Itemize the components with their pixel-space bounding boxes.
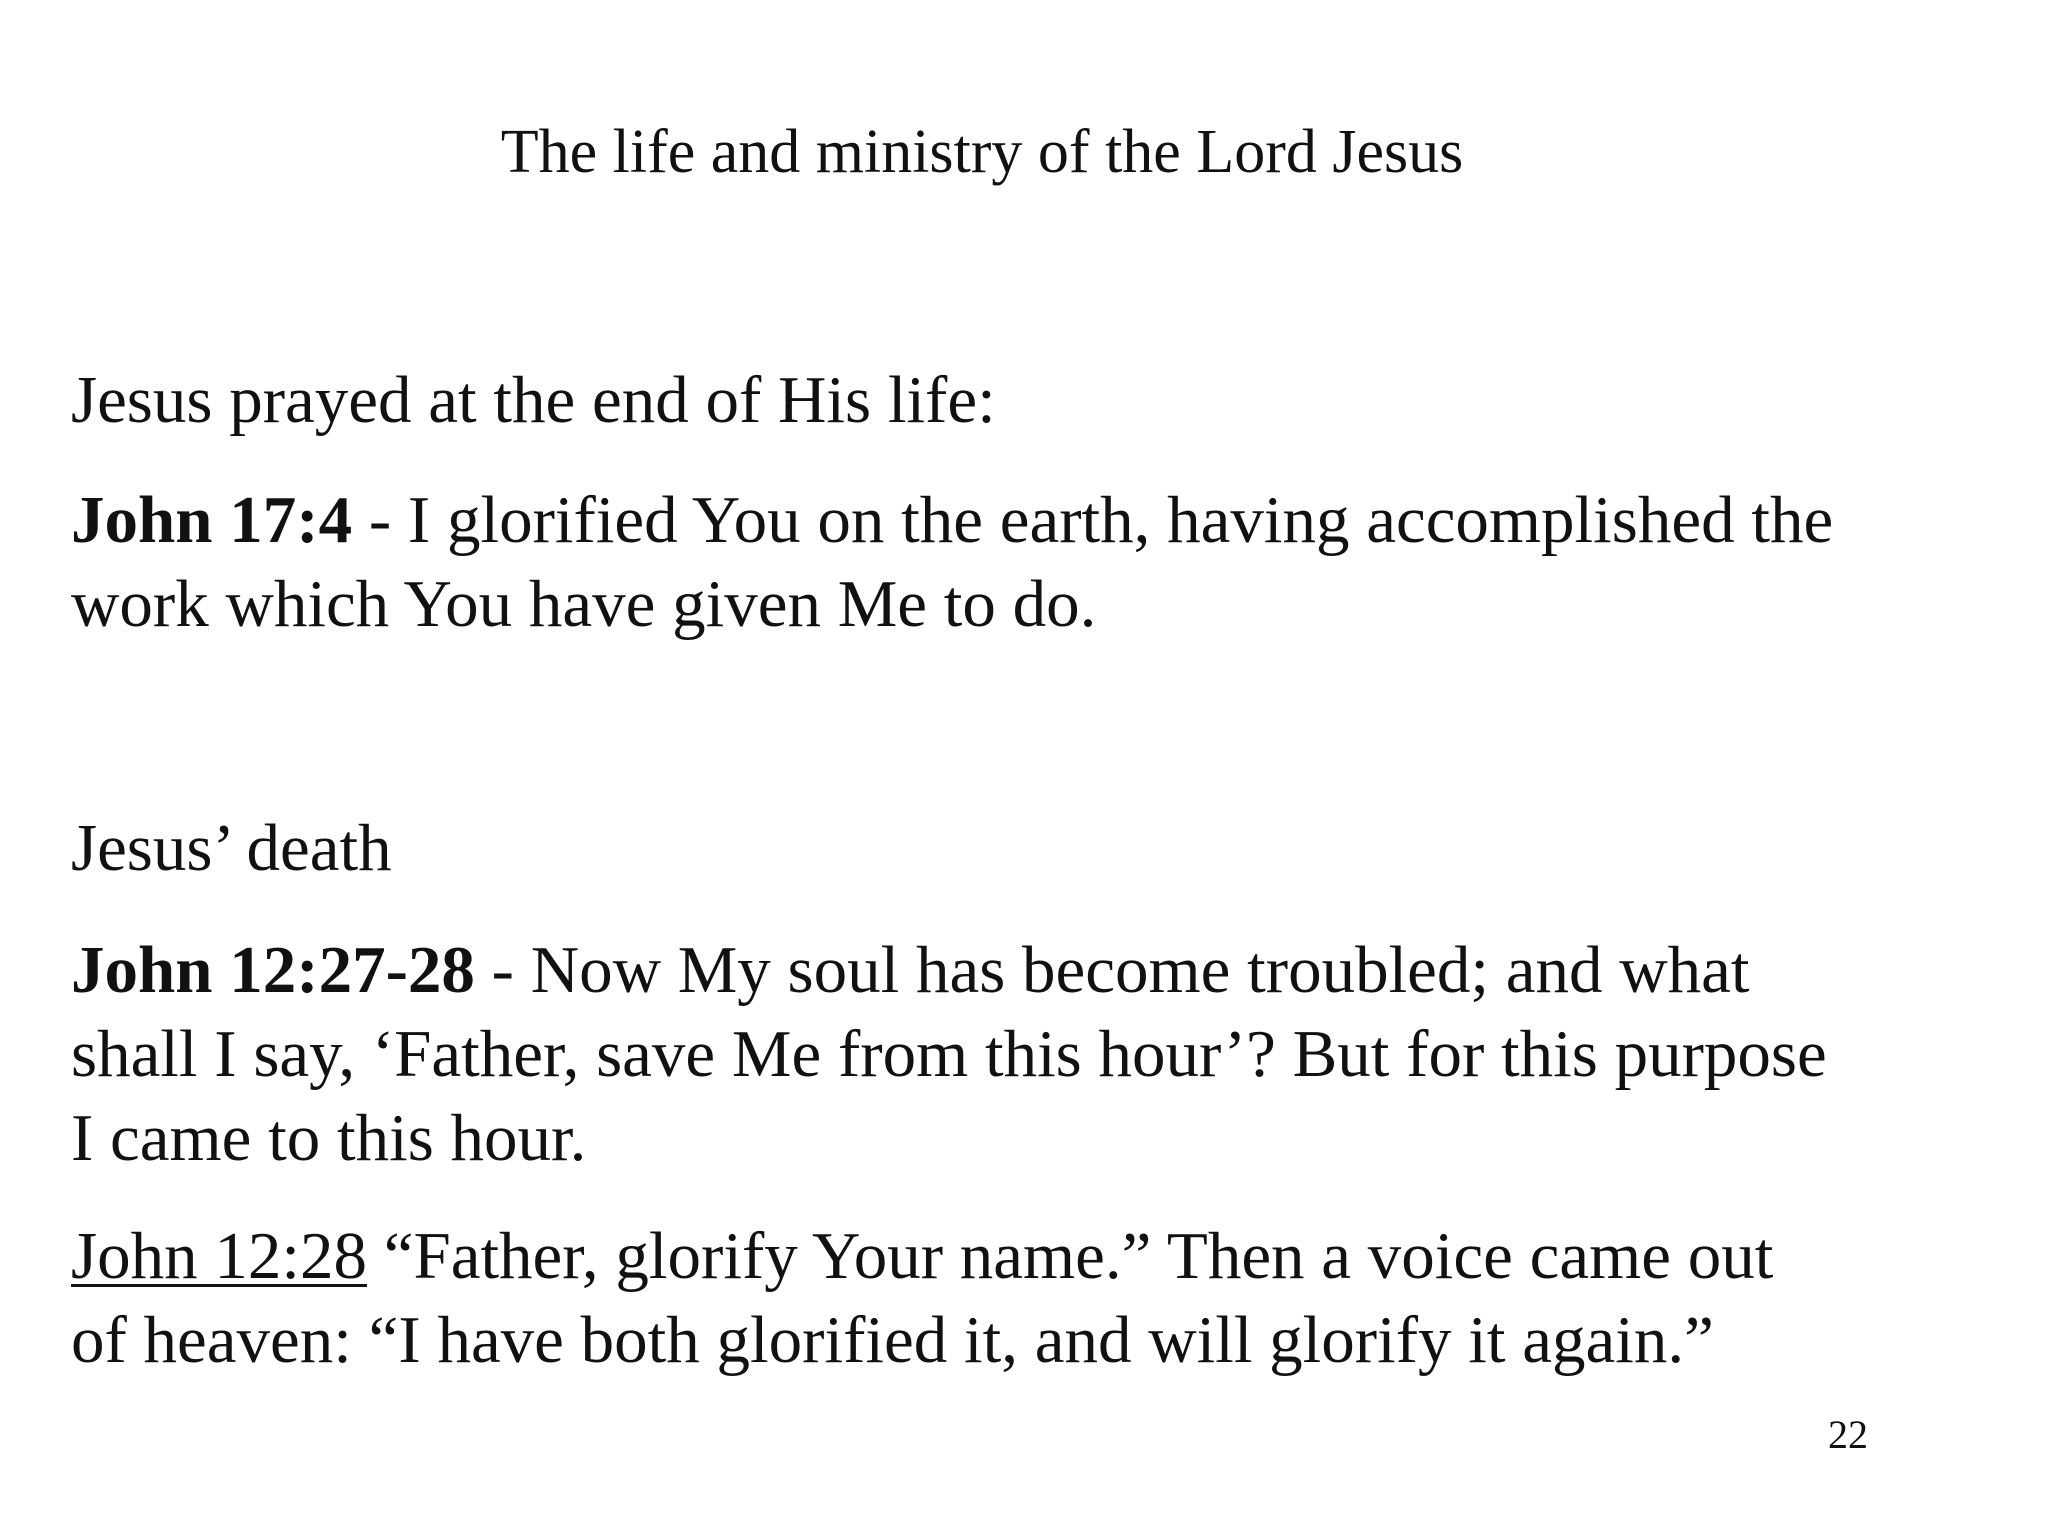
- prayer-heading-text: Jesus prayed at the end of His life:: [71, 363, 996, 437]
- verse-1-text-1: - I glorified You on the earth, having accomplished the: [352, 483, 1834, 557]
- prayer-heading: [71, 358, 1911, 442]
- verse-2-reference: John 12:27-28: [71, 933, 475, 1007]
- verse-john-12-27-28: [71, 928, 1911, 1180]
- verse-3-text-1: “Father, glorify Your name.” Then a voice came out: [366, 1219, 1774, 1293]
- verse-3-reference: John 12:28: [71, 1219, 367, 1293]
- verse-1-line-1: [71, 478, 1911, 562]
- verse-1-reference: John 17:4: [71, 483, 353, 557]
- verse-2-line-1: [71, 928, 1911, 1012]
- verse-john-17-4: [71, 478, 1911, 646]
- verse-2-line-3: I came to this hour.: [71, 1101, 587, 1175]
- verse-3-line-1: [71, 1214, 1911, 1298]
- verse-2-line-2: shall I say, ‘Father, save Me from this hour’? But for this purpose: [71, 1017, 1827, 1091]
- death-heading: [71, 806, 1911, 890]
- verse-2-text-1: - Now My soul has become troubled; and what: [474, 933, 1750, 1007]
- verse-1-line-2: work which You have given Me to do.: [71, 567, 1097, 641]
- page-number: 22: [1828, 1412, 1868, 1457]
- verse-john-12-28: [71, 1214, 1911, 1382]
- death-heading-text: Jesus’ death: [71, 811, 392, 885]
- slide-title: The life and ministry of the Lord Jesus: [500, 118, 1464, 186]
- verse-3-line-2: of heaven: “I have both glorified it, and will glorify it again.”: [71, 1303, 1714, 1377]
